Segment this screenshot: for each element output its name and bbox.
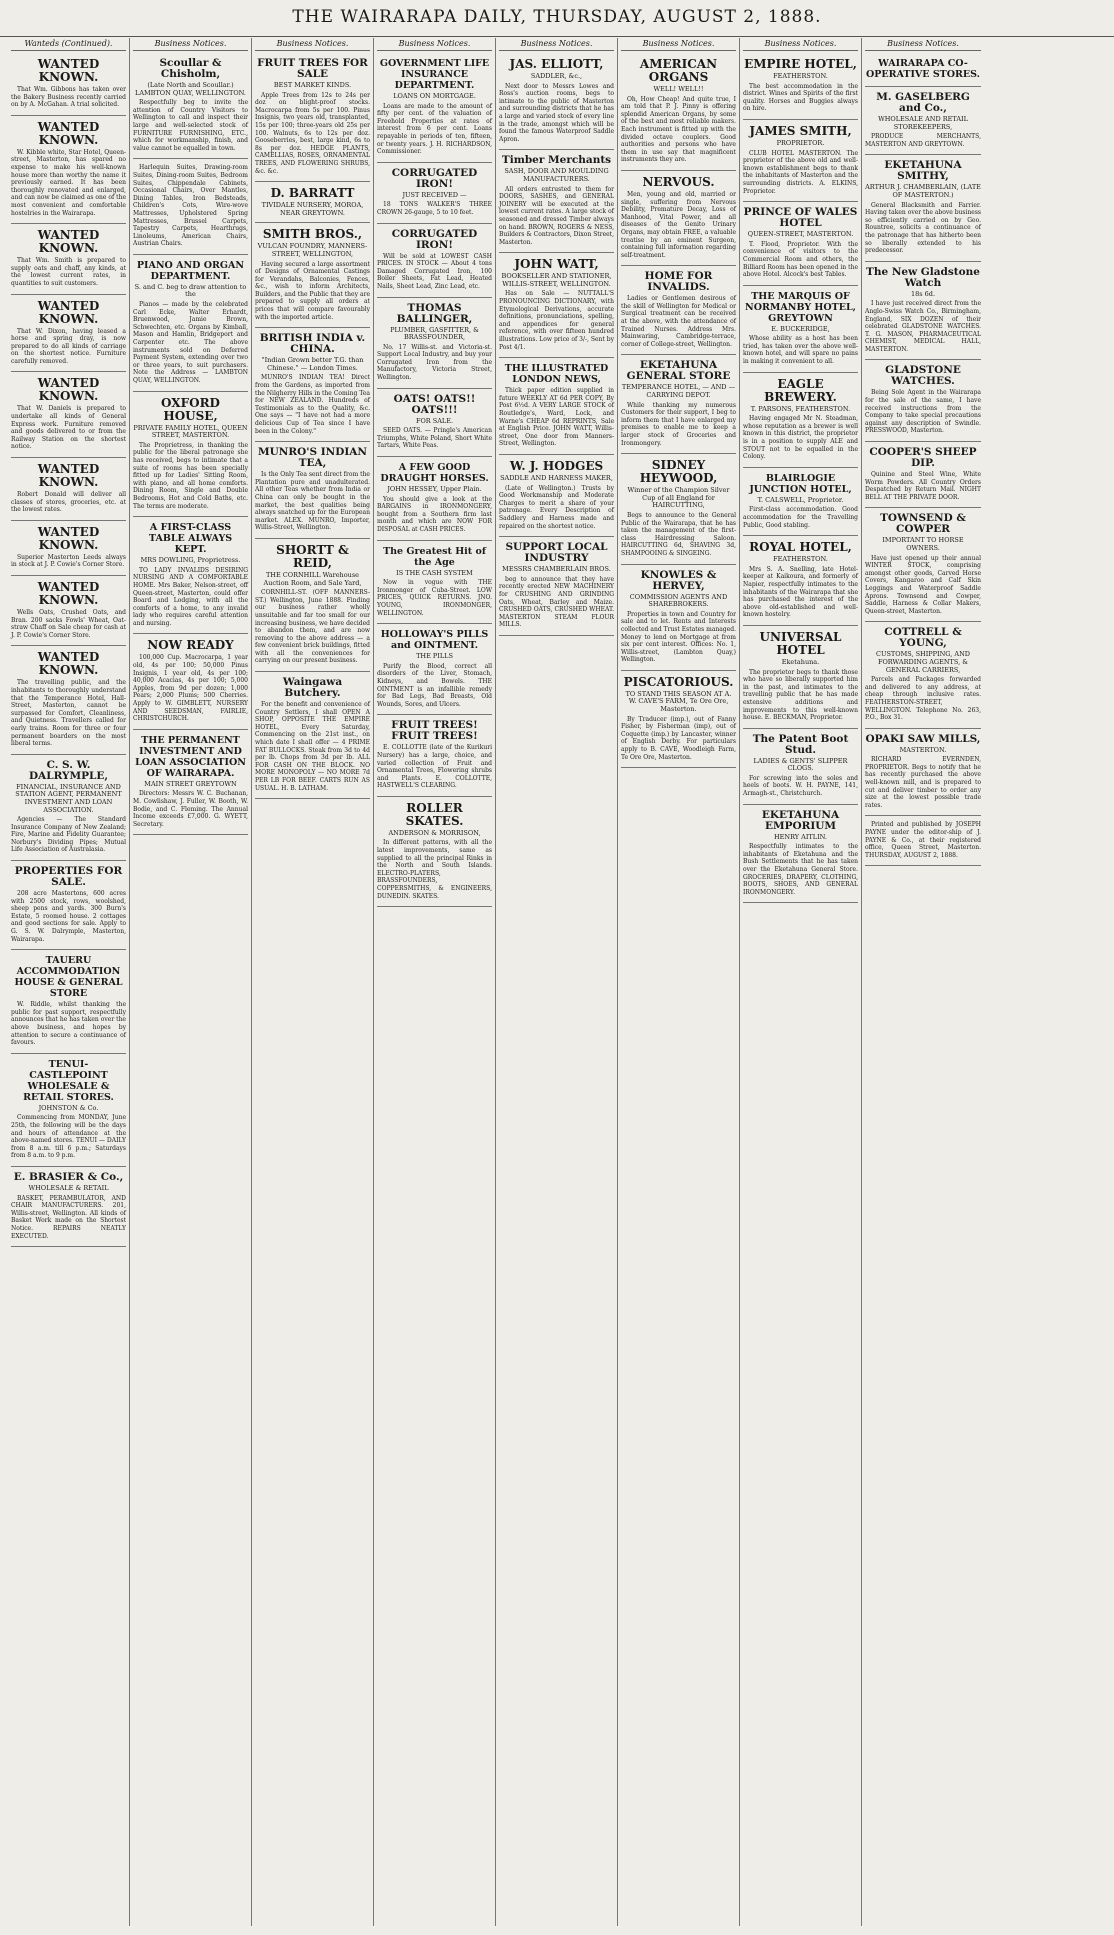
ad-body: Properties in town and Country for sale and to let. Rents and Interests collected and Trust Estates managed. Money to lend on Mortgage at from six per cent interest. Offices: No. 1, Willis-street, (Lambton Quay,) Wellington.: [621, 610, 736, 664]
ad-body: Now in vogue with THE Ironmonger of Cuba-Street. LOW PRICES, QUICK RETURNS. JNO. YOUNG, IRONMONGER, WELLINGTON.: [377, 579, 492, 617]
advertisement: [743, 373, 858, 468]
ad-body: Thick paper edition supplied in future WEEKLY AT 6d PER COPY, By Post 6½d. A VERY LARGE STOCK of Routledge's, Ward, Lock, and Warne's CHEAP 6d REPRINTS, Sale at English Price. JOHN WATT, Willis-street, One door from Manners-Street, Wellington.: [499, 387, 614, 448]
ad-subheading: FEATHERSTON.: [773, 555, 828, 564]
advertisement: [743, 626, 858, 729]
ad-body: RICHARD EVERNDEN, PROPRIETOR. Begs to notify that he has recently purchased the above well-known mill, and is prepared to cut and deliver timber to order any size at the lowest possible trade rates.: [865, 756, 981, 809]
ad-subheading: CUSTOMS, SHIPPING, AND FORWARDING AGENTS, & GENERAL CARRIERS,: [876, 650, 970, 674]
ad-body: Having engaged Mr N. Steadman, whose reputation as a brewer is well known in this district, the proprietor is in a position to supply ALE and STOUT not to be equalled in the Colony.: [743, 415, 858, 461]
ad-body: beg to announce that they have recently erected NEW MACHINERY for CRUSHING AND GRINDING Oats, Wheat, Barley and Maize. CRUSHED OATS, CRUSHED WHEAT. MASTERTON STEAM FLOUR MILLS.: [499, 575, 614, 629]
ad-subheading: BEST MARKET KINDS.: [273, 81, 352, 89]
advertisement: [255, 672, 370, 799]
ad-heading: D. BARRATT: [270, 186, 355, 201]
advertisement: [865, 53, 981, 87]
advertisement: [499, 150, 614, 253]
ad-body: For screwing into the soles and heels of boots. W. H. PAYNE, 141, Armagh-st., Christchurch.: [743, 774, 858, 798]
advertisement: [743, 536, 858, 626]
ad-body: Is the Only Tea sent direct from the Plantation pure and unadulterated. All other Teas whether from India or China can only be bought in the market, the best qualities being always snatched up for the European market. ALEX. MUNRO, Importer, Willis-Street, Wellington.: [255, 471, 370, 532]
ad-subheading: "Indian Grown better T.G. than Chinese." — London Times.: [261, 356, 364, 372]
advertisement: [255, 539, 370, 672]
masthead: THE WAIRARAPA DAILY, THURSDAY, AUGUST 2, 1888.: [0, 0, 1114, 37]
ad-heading: WANTED KNOWN.: [37, 228, 100, 256]
ad-heading: THE ILLUSTRATED LONDON NEWS,: [504, 363, 609, 386]
ad-subheading: THE PILLS: [416, 652, 453, 661]
ad-body: Purify the Blood, correct all disorders of the Liver, Stomach, Kidneys, and Bowels. THE OINTMENT is an infallible remedy for Bad Legs, Bad Breasts, Old Wounds, Sores, and Ulcers.: [377, 662, 492, 708]
column-4: [374, 38, 496, 1926]
ad-heading: WANTED KNOWN.: [37, 298, 100, 326]
column-5: [496, 38, 618, 1926]
advertisement: [377, 541, 492, 625]
ad-body: Will be sold at LOWEST CASH PRICES. IN STOCK — About 4 tons Damaged Corrugated Iron, 100 Boiler Sheets, Fat Lead, Heated Nails, Sheet Lead, Zinc Lead, etc.: [377, 252, 492, 290]
ad-heading: SHORTT & REID,: [276, 542, 349, 570]
ad-subheading: JOHN HESSEY, Upper Plain.: [387, 485, 482, 494]
advertisement: [11, 576, 126, 646]
ad-heading: COOPER'S SHEEP DIP.: [869, 446, 977, 470]
advertisement: [255, 182, 370, 223]
ad-body: PRODUCE MERCHANTS, MASTERTON AND GREYTOWN.: [865, 133, 981, 148]
advertisement: [11, 116, 126, 224]
ad-heading: C. S. W. DALRYMPLE,: [28, 758, 109, 782]
ad-body: Directors: Messrs W. C. Buchanan, M. Cowlishaw, J. Fuller, W. Booth, W. Bodie, and C. Fleming. The Annual Income exceeds £7,000. G. WYETT, Secretary.: [133, 790, 248, 828]
ad-body: CLUB HOTEL MASTERTON. The proprietor of the above old and well-known establishment begs to thank the inhabitants of Masterton and the surrounding districts. A. ELKINS, Proprietor.: [743, 149, 858, 195]
ad-subheading: MASTERTON.: [899, 745, 947, 754]
ad-subheading: VULCAN FOUNDRY, MANNERS-STREET, WELLINGTON,: [257, 242, 368, 258]
ad-heading: THE PERMANENT INVESTMENT AND LOAN ASSOCIATION OF WAIRARAPA.: [135, 734, 246, 779]
advertisement: [743, 202, 858, 286]
ad-subheading: Eketahuna.: [781, 657, 820, 666]
advertisement: [621, 53, 736, 171]
advertisement: [865, 622, 981, 728]
ad-heading: OATS! OATS!! OATS!!!: [393, 392, 476, 416]
column-2: [130, 38, 252, 1926]
ad-heading: COTTRELL & YOUNG,: [884, 626, 962, 650]
ad-heading: GLADSTONE WATCHES.: [885, 364, 961, 388]
advertisement: [743, 729, 858, 805]
ad-subheading: IS THE CASH SYSTEM: [396, 568, 473, 577]
advertisement: [11, 372, 126, 458]
ad-body: 18 TONS WALKER'S THREE CROWN 26-gauge, 5 to 10 feet.: [377, 201, 492, 216]
ad-body: Having secured a large assortment of Designs of Ornamental Castings for Verandahs, Balconies, Fences, &c., wish to inform Architects, Builders, and the Public that they are prepared to supply all orders at prices that will compare favourably with the imported article.: [255, 260, 370, 321]
advertisement: [133, 517, 248, 634]
ad-subheading: MESSRS CHAMBERLAIN BROS.: [502, 565, 611, 574]
ad-heading: KNOWLES & HERVEY,: [640, 568, 717, 592]
ad-heading: THE MARQUIS OF NORMANBY HOTEL, GREYTOWN: [745, 290, 856, 324]
advertisement: [743, 805, 858, 904]
ad-heading: EAGLE BREWERY.: [764, 376, 837, 404]
ad-heading: WAIRARAPA CO-OPERATIVE STORES.: [865, 58, 980, 80]
ad-body: Have just opened up their annual WINTER STOCK, comprising amongst other goods, Carved Horse Covers, Kangaroo and Calf Skin Leggings and Waterproof Saddle Aprons. Townsend and Cowper, Saddle, Harness & Collar Makers, Queen-street, Masterton.: [865, 554, 981, 615]
ad-subheading: ARTHUR J. CHAMBERLAIN, (LATE OF MASTERTON.): [865, 183, 981, 199]
ad-heading: TAUERU ACCOMMODATION HOUSE & GENERAL STORE: [14, 955, 123, 1000]
ad-heading: A FEW GOOD DRAUGHT HORSES.: [380, 462, 489, 485]
advertisement: [133, 634, 248, 729]
ad-heading: WANTED KNOWN.: [37, 650, 100, 678]
ad-heading: SMITH BROS.,: [262, 227, 363, 242]
ad-body: 100,000 Cup. Macrocarpa, 1 year old, 4s per 100; 50,000 Pinus Insignis, 1 year old, 4s per 100; 40,000 Acacias, 4s per 100; 5,000 Apples, from 9d per dozen; 1,000 Pears; 2,000 Plums; 500 Cherries. Apply to W. GIMBLETT, NURSERY AND SEEDSMAN, FAIRLIE, CHRISTCHURCH.: [133, 654, 248, 723]
advertisement: [133, 159, 248, 255]
ad-body: You should give a look at the BARGAINS in IRONMONGERY, bought from a Southern firm last month and which are NOW FOR DISPOSAL at CASH PRICES.: [377, 495, 492, 533]
ad-body: Whose ability as a host has been tried, has taken over the above well-known hotel, and will spare no pains in making it convenient to all.: [743, 335, 858, 366]
ad-body: The Proprietress, in thanking the public for the liberal patronage she has received, begs to intimate that a suite of rooms has been specially fitted up for Ladies' Sitting Room, with piano, and all home comforts. Dining Room, Single and Double Bedrooms, Hot and Cold Baths, etc. The terms are moderate.: [133, 441, 248, 510]
ad-heading: WANTED KNOWN.: [37, 580, 100, 607]
ad-heading: PRINCE OF WALES HOTEL: [743, 206, 858, 230]
ad-body: That W. Dixon, having leased a horse and spring dray, is now prepared to do all kinds of carriage on the shortest notice. Furniture carefully removed.: [11, 327, 126, 365]
advertisement: [499, 53, 614, 150]
ad-body: Oh, How Cheap! And quite true, I am told that P. J. Pinny is offering splendid American Organs, by some of the best and most reliable makers. Each instrument is fitted up with the divided octave couplers. Good authorities and persons who have them in use say that magnificent instruments they are.: [621, 95, 736, 164]
ad-heading: E. BRASIER & Co.,: [13, 1170, 124, 1183]
ad-body: Ladies or Gentlemen desirous of the skill of Wellington for Medical or Surgical treatment can be received at the above, with the attendance of Trained Nurses. Address Mrs. Mainwaring, Cambridge-terrace, corner of College-street, Wellington.: [621, 295, 736, 348]
ad-body: CORNHILL-ST. (OFF MANNERS-ST.) Wellington, June 1888. Finding our business rather wholly unsuitable and far too small for our increasing business, we have decided to abandon them, and are now removing to the above address — a few convenient brick buildings, fitted with all the conveniences for carrying on our present business.: [255, 589, 370, 665]
ad-body: Respectfully beg to invite the attention of Country Visitors to Wellington to call and inspect their large and well-selected stock of FURNITURE FURNISHING, ETC., which for workmanship, finish, and value cannot be equalled in town.: [133, 99, 248, 152]
ad-body: No. 17 Willis-st. and Victoria-st. Support Local Industry, and buy your Corrugated Iron from the Manufactory, Victoria Street, Wellington.: [377, 343, 492, 382]
ad-body: For the benefit and convenience of Country Settlers, I shall OPEN A SHOP, OPPOSITE THE EMPIRE HOTEL, Every Saturday, Commencing on the 21st inst., on which date I shall offer — 4 PRIME FAT BULLOCKS. Steak from 3d to 4d per lb. Chops from 3d per lb. ALL FOR CASH ON THE BLOCK. NO MORE MONOPOLY — NO MORE 7d PER LB FOR BEEF. CARTS RUN AS USUAL. H. B. LATHAM.: [255, 701, 370, 792]
ad-body: Superior Masterton Leeds always in stock at J. P. Cowie's Corner Store.: [11, 553, 126, 569]
ad-heading: Waingawa Butchery.: [282, 676, 343, 700]
ad-body: BASKET, PERAMBULATOR, AND CHAIR MANUFACTURERS. 201, Willis-street, Wellington. All kinds of Basket Work made on the Shortest Notice. REPAIRS NEATLY EXECUTED.: [11, 1194, 126, 1240]
ad-subheading: S. and C. beg to draw attention to the: [134, 282, 247, 299]
ad-body: T. Flood, Proprietor. With the convenience of visitors to the Commercial Room and others, the Billiard Room has been opened in the above Hotel. Alcock's best Tables.: [743, 240, 858, 279]
advertisement: [743, 120, 858, 202]
advertisement: [377, 624, 492, 715]
advertisement: [621, 355, 736, 454]
ad-subheading: WELL! WELL!!: [653, 85, 704, 93]
ad-body: Mrs S. A. Snelling, late Hotel-keeper at Kaikoura, and formerly of Napier, respectfully intimates to the inhabitants of the Wairarapa that she has purchased the interest of the above old-established and well-known hostelry.: [743, 565, 858, 619]
ad-heading: PIANO AND ORGAN DEPARTMENT.: [136, 259, 245, 282]
ad-heading: The Patent Boot Stud.: [752, 732, 849, 756]
ad-heading: Scoullar & Chisholm,: [159, 57, 222, 80]
ad-heading: PROPERTIES FOR SALE.: [14, 865, 123, 889]
advertisement: [377, 224, 492, 298]
ad-body: Robert Donald will deliver all classes of stores, groceries, etc. at the lowest rates.: [11, 491, 126, 514]
ad-body: I have just received direct from the Anglo-Swiss Watch Co., Birmingham, England, SIX DOZEN of their celebrated GLADSTONE WATCHES. T. G. MASON, PHARMACEUTICAL CHEMIST, MEDICAL HALL, MASTERTON.: [865, 300, 981, 353]
advertisement: [11, 646, 126, 754]
advertisement: [133, 730, 248, 836]
advertisement: [865, 262, 981, 361]
ad-heading: WANTED KNOWN.: [37, 524, 100, 552]
ad-subheading: JOHNSTON & Co.: [38, 1103, 99, 1112]
ad-subheading: IMPORTANT TO HORSE OWNERS.: [882, 536, 964, 552]
column-6: [618, 38, 740, 1926]
ad-body: W. Riddle, whilst thanking the public for past support, respectfully announces that he has taken over the above business, and hopes by attention to secure a continuance of favours.: [11, 1001, 126, 1047]
ad-heading: AMERICAN ORGANS: [639, 57, 718, 84]
ad-subheading: JUST RECEIVED —: [402, 190, 467, 199]
ad-subheading: SADDLE AND HARNESS MAKER,: [500, 473, 613, 482]
advertisement: [377, 457, 492, 541]
ad-heading: BRITISH INDIA v. CHINA.: [259, 332, 366, 356]
ad-body: The proprietor begs to thank those who have so liberally supported him in the past, and intimates to the travelling public that he has made extensive additions and improvements to this well-known house. E. BECKMAN, Proprietor.: [743, 668, 858, 722]
column-heading: Wanteds (Continued).: [11, 38, 126, 51]
ad-body: That W. Daniels is prepared to undertake all kinds of General Express work. Furniture removed and goods delivered to or from the Railway Station on the shortest notice.: [11, 405, 126, 451]
column-heading: Business Notices.: [621, 38, 736, 51]
column-7: [740, 38, 862, 1926]
ad-heading: EKETAHUNA SMITHY,: [884, 159, 962, 183]
advertisement: [11, 224, 126, 294]
ad-body: Printed and published by JOSEPH PAYNE under the editor-ship of J. PAYNE & Co., at their registered office, Queen Street, Masterton. THURSDAY, AUGUST 2, 1888.: [865, 821, 981, 859]
newspaper-page: [8, 38, 1106, 1926]
ad-heading: W. J. HODGES: [509, 458, 604, 473]
ad-heading: JAS. ELLIOTT,: [509, 57, 604, 71]
ad-heading: OXFORD HOUSE,: [161, 395, 220, 423]
advertisement: [11, 1167, 126, 1247]
advertisement: [133, 53, 248, 159]
advertisement: [255, 328, 370, 442]
advertisement: [377, 715, 492, 797]
ad-heading: WANTED KNOWN.: [37, 57, 100, 84]
ad-body: Harlequin Suites, Drawing-room Suites, Dining-room Suites, Bedroom Suites, Chippendale Cabinets, Occasional Chairs, Over Mantles, Dining Tables, Iron Bedsteads, Children's Cots, Wire-wove Mattresses, Upholstered Spring Mattresses, Brussel Carpets, Tapestry Carpets, Hearthrugs, Linoleums, American Chairs, Austrian Chairs.: [133, 164, 248, 248]
ad-subheading: Winner of the Champion Silver Cup of all England for HAIRCUTTING,: [627, 486, 730, 510]
ad-subheading: FEATHERSTON.: [773, 72, 828, 80]
ad-body: Commencing from MONDAY, June 25th, the following will be the days and hours of attendance at the above-named stores. TENUI — DAILY from 8 a.m. till 6 p.m.; Saturdays from 8 a.m. to 9 p.m.: [11, 1114, 126, 1160]
ad-subheading: T. CALSWELL, Proprietor.: [757, 495, 844, 504]
ad-subheading: PRIVATE FAMILY HOTEL, QUEEN STREET, MASTERTON.: [133, 423, 248, 440]
advertisement: [133, 392, 248, 518]
ad-body: Quinine and Steel Wine, White Worm Powders. All Country Orders Despatched by Return Mail. NIGHT BELL AT THE PRIVATE DOOR.: [865, 471, 981, 501]
ad-body: Loans are made to the amount of fifty per cent. of the valuation of Freehold Properties at rates of interest from 6 per cent. Loans repayable in periods of ten, fifteen, or twenty years. J. H. RICHARDSON, Commissioner.: [377, 102, 492, 156]
ad-subheading: WHOLESALE & RETAIL: [28, 1183, 109, 1192]
ad-body: Respectfully intimates to the inhabitants of Eketahuna and the Bush Settlements that he has taken over the Eketahuna General Store. GROCERIES, DRAPERY, CLOTHING, BOOTS, SHOES, AND GENERAL IRONMONGERY.: [743, 843, 858, 896]
ad-body: MUNRO'S INDIAN TEA! Direct from the Gardens, as imported from the Nilgherry Hills in the Coming Tea for NEW ZEALAND. Hundreds of Testimonials as to the Quality, &c. One says — "I have not had a more delicious Cup of Tea since I have been in the Colony.": [255, 374, 370, 435]
ad-body: All orders entrusted to them for DOORS, SASHES, and GENERAL JOINERY will be executed at the lowest current rates. A large stock of seasoned and dressed Timber always on hand. BROWN, ROGERS & NESS, Builders & Contractors, Dixon Street, Masterton.: [499, 185, 614, 246]
ad-body: SEED OATS. — Pringle's American Triumphs, White Poland, Short White Tartars, White Peas.: [377, 427, 492, 450]
advertisement: [621, 171, 736, 266]
ad-body: Being Sole Agent in the Wairarapa for the sale of the same, I have received instructions from the Company to take special precautions against any description of Swindle. PRESSWOOD, Masterton.: [865, 389, 981, 435]
ad-body: The travelling public, and the inhabitants to thoroughly understand that the Temperance Hotel, Hall-Street, Masterton, cannot be surpassed for Comfort, Cleanliness, and Quietness. Travellers called for early trains. Room for three or four permanent boarders on the most liberal terms.: [11, 679, 126, 748]
ad-heading: M. GASELBERG and Co.,: [876, 91, 970, 114]
ad-body: Parcels and Packages forwarded and delivered to any address, at cheap through inclusive rates. FEATHERSTON-STREET, WELLINGTON. Telephone No. 263, P.O., Box 31.: [865, 676, 981, 722]
ad-body: TO LADY INVALIDS DESIRING NURSING AND A COMFORTABLE HOME. Mrs Baker, Nelson-street, off Queen-street, Masterton, could offer Board and Lodging, with all the comforts of a home, to any invalid lady who requires careful attention and nursing.: [133, 566, 248, 627]
ad-heading: The New Gladstone Watch: [866, 265, 980, 289]
ad-body: In different patterns, with all the latest improvements, same as supplied to all the principal Rinks in the North and South Islands. ELECTRO-PLATERS, BRASSFOUNDERS, COPPERSMITHS, & ENGINEERS, DUNEDIN. SKATES.: [377, 839, 492, 900]
ad-subheading: THE CORNHILL Warehouse Auction Room, and Sale Yard,: [263, 570, 362, 587]
ad-heading: BLAIRLOGIE JUNCTION HOTEL,: [749, 472, 852, 495]
ad-subheading: 18s 6d.: [910, 289, 936, 298]
ad-heading: The Greatest Hit of the Age: [383, 545, 486, 568]
advertisement: [377, 389, 492, 457]
ad-subheading: TIVIDALE NURSERY, MOROA, NEAR GREYTOWN.: [261, 201, 364, 217]
column-heading: Business Notices.: [133, 38, 248, 51]
advertisement: [11, 295, 126, 373]
advertisement: [865, 155, 981, 261]
ad-heading: FRUIT TREES! FRUIT TREES!: [391, 719, 478, 743]
ad-heading: HOLLOWAY'S PILLS and OINTMENT.: [380, 629, 489, 652]
ad-subheading: TEMPERANCE HOTEL, — AND — CARRYING DEPOT.: [621, 383, 736, 400]
ad-subheading: T. PARSONS, FEATHERSTON.: [750, 404, 851, 413]
ad-heading: TENUI-CASTLEPOINT WHOLESALE & RETAIL STORES.: [23, 1058, 114, 1103]
advertisement: [11, 1054, 126, 1167]
ad-subheading: PROPRIETOR.: [776, 138, 825, 147]
ad-heading: NERVOUS.: [642, 174, 715, 189]
advertisement: [377, 298, 492, 389]
advertisement: [865, 816, 981, 866]
ad-body: General Blacksmith and Farrier. Having taken over the above business so efficiently carried on by Geo. Rountree, solicits a continuance of the patronage that has hitherto been so liberally extended to his predecessor.: [865, 201, 981, 255]
ad-subheading: LADIES & GENTS' SLIPPER CLOGS.: [753, 756, 848, 773]
column-3: [252, 38, 374, 1926]
advertisement: [499, 253, 614, 358]
advertisement: [743, 468, 858, 536]
advertisement: [621, 266, 736, 355]
ad-body: First-class accommodation. Good accommodation for the Travelling Public, Good stabling.: [743, 506, 858, 529]
advertisement: [11, 755, 126, 861]
ad-subheading: COMMISSION AGENTS AND SHAREBROKERS.: [629, 592, 728, 609]
ad-heading: PISCATORIOUS.: [623, 674, 734, 689]
advertisement: [621, 454, 736, 564]
ad-heading: EKETAHUNA GENERAL STORE: [626, 359, 731, 383]
ad-heading: JAMES SMITH,: [749, 123, 852, 138]
advertisement: [11, 950, 126, 1054]
ad-subheading: ANDERSON & MORRISON,: [388, 828, 481, 837]
ad-heading: HOME FOR INVALIDS.: [644, 270, 713, 294]
column-heading: Business Notices.: [743, 38, 858, 51]
ad-body: E. COLLOTTE (late of the Kurikuri Nursery) has a large, choice, and varied collection of Fruit and Ornamental Trees, Flowering shrubs and Plants. E. COLLOTTE, HASTWELL'S CLEARING.: [377, 744, 492, 790]
ad-body: That Wm. Smith is prepared to supply oats and chaff, any kinds, at the lowest current rates, in quantities to suit customers.: [11, 257, 126, 287]
ad-heading: OPAKI SAW MILLS,: [865, 732, 981, 745]
ad-subheading: E. BUCKERIDGE,: [771, 324, 830, 333]
ad-heading: ROLLER SKATES.: [405, 800, 464, 828]
ad-body: Men, young and old, married or single, suffering from Nervous Debility, Premature Decay, Loss of Manhood, Vital Power, and all diseases of the Genito Urinary Organs, may obtain FREE, a valuable treatise by an eminent Surgeon, containing full information regarding self-treatment.: [621, 190, 736, 259]
ad-body: Wells Oats, Crushed Oats, and Bran. 200 sacks Fowls' Wheat, Oat-straw Chaff on Sale cheap for cash at J. P. Cowie's Corner Store.: [11, 609, 126, 639]
ad-heading: THOMAS BALLINGER,: [396, 301, 473, 325]
advertisement: [621, 565, 736, 671]
ad-heading: CORRUGATED IRON!: [391, 166, 478, 190]
ad-heading: TOWNSEND & COWPER: [880, 512, 966, 536]
ad-subheading: PLUMBER, GASFITTER, & BRASSFOUNDER,: [390, 325, 479, 342]
ad-heading: WANTED KNOWN.: [37, 119, 100, 147]
ad-body: Next door to Messrs Lowes and Ross's auction rooms, begs to intimate to the public of Masterton and surrounding districts that he has a large and varied stock of every line in the trade, amongst which will be found the famous Waterproof Saddle Apron.: [499, 82, 614, 143]
ad-body: The best accommodation in the district. Wines and Spirits of the first quality. Horses and Buggies always on hire.: [743, 82, 858, 113]
ad-subheading: BOOKSELLER AND STATIONER, WILLIS-STREET, WELLINGTON.: [501, 272, 612, 288]
advertisement: [255, 223, 370, 328]
advertisement: [743, 53, 858, 120]
ad-heading: WANTED KNOWN.: [37, 462, 100, 490]
ad-body: Agencies — The Standard Insurance Company of New Zealand; Fire, Marine and Fidelity Guarantee; Norbury's Dividing Pipes; Mutual Life Association of Australasia.: [11, 816, 126, 854]
ad-body: Has on Sale — NUTTALL'S PRONOUNCING DICTIONARY, with Etymological Derivations, accurate definitions, pronunciations, spelling, and appendices for general reference, with over fifteen hundred illustrations. Low price of 3/-, Sent by Post 4/1.: [499, 290, 614, 351]
column-heading: Business Notices.: [865, 38, 981, 51]
ad-subheading: WHOLESALE AND RETAIL STOREKEEPERS,: [878, 115, 968, 131]
advertisement: [377, 53, 492, 163]
ad-subheading: HENRY AITLIN.: [774, 832, 827, 841]
ad-subheading: SASH, DOOR AND MOULDING MANUFACTURERS.: [504, 167, 609, 183]
advertisement: [499, 358, 614, 455]
advertisement: [865, 87, 981, 155]
ad-heading: EKETAHUNA EMPORIUM: [761, 808, 840, 832]
ad-subheading: QUEEN-STREET, MASTERTON.: [747, 230, 854, 239]
ad-body: Pianos — made by the celebrated Carl Ecke, Walter Erhardt, Bruenwood, Jamie Brown, Schwechten, etc. Organs by Kimball, Mason and Hamlin, Bridgeport and Carpenter etc. The above instruments sold on Deferred Payment System, extending over two or three years, to suit purchasers. Note the Address — LAMBTON QUAY, WELLINGTON.: [133, 301, 248, 384]
ad-subheading: LOANS ON MORTGAGE.: [393, 92, 476, 100]
ad-subheading: FINANCIAL, INSURANCE AND STATION AGENT, PERMANENT INVESTMENT AND LOAN ASSOCIATION.: [15, 782, 122, 814]
column-1: [8, 38, 130, 1926]
ad-heading: WANTED KNOWN.: [37, 376, 100, 404]
ad-body: By Traducer (imp.), out of Fanny Fisher, by Fisherman (imp), out of Coquette (imp.) by Lancaster, winner of English Derby. For particulars apply to B. CAVE, Woodleigh Farm, Te Ore Ore, Masterton.: [621, 715, 736, 761]
ad-heading: FRUIT TREES FOR SALE: [257, 57, 368, 80]
advertisement: [499, 537, 614, 636]
ad-heading: A FIRST-CLASS TABLE ALWAYS KEPT.: [148, 522, 233, 556]
ad-body: Begs to announce to the General Public of the Wairarapa, that he has taken the management of the first-class Hairdressing Saloon. HAIRCUTTING 6d, SHAVING 3d, SHAMPOOING & SINGEING.: [621, 511, 736, 557]
advertisement: [11, 521, 126, 576]
ad-subheading: TO STAND THIS SEASON AT A. W. CAVE'S FARM, Te Ore Ore, Masterton.: [625, 689, 732, 714]
ad-heading: ROYAL HOTEL,: [749, 540, 852, 555]
advertisement: [865, 729, 981, 817]
ad-body: 208 acre Mastertons, 600 acres with 2500 stock, rows, woolshed, sheep pens and yards. 300 Burn's Estate, 5 roomed house. 2 cottages and good sections for sale. Apply to G. S. W. Dalrymple, Masterton, Wairarapa.: [11, 890, 126, 943]
ad-heading: CORRUGATED IRON!: [391, 227, 478, 251]
advertisement: [255, 442, 370, 539]
ad-heading: UNIVERSAL HOTEL: [759, 629, 842, 657]
advertisement: [11, 861, 126, 950]
ad-body: (Late of Wellington.) Trusts by Good Workmanship and Moderate Charges to merit a share of your patronage. Every Description of Saddlery and Harness made and repaired on the shortest notice.: [499, 484, 614, 530]
ad-heading: SUPPORT LOCAL INDUSTRY: [505, 541, 608, 565]
column-8: [862, 38, 984, 1926]
ad-body: That Wm. Gibbons has taken over the Bakery Business recently carried on by A. McGahan. A trial solicited.: [11, 86, 126, 109]
column-heading: Business Notices.: [377, 38, 492, 51]
advertisement: [621, 671, 736, 768]
advertisement: [11, 458, 126, 521]
advertisement: [865, 360, 981, 442]
ad-subheading: (Late North and Scoullar.) LAMBTON QUAY, WELLINGTON.: [135, 81, 246, 97]
ad-heading: Timber Merchants: [501, 154, 612, 167]
ad-body: W. Kibble white, Star Hotel, Queen-street, Masterton, has spared no expense to make his well-known house more than worthy the name it previously earned. It has been thoroughly renovated and enlarged, and can now be claimed as one of the most convenient and comfortable hostelries in the Wairarapa.: [11, 148, 126, 217]
advertisement: [865, 442, 981, 508]
ad-heading: GOVERNMENT LIFE INSURANCE DEPARTMENT.: [379, 58, 490, 91]
ad-heading: JOHN WATT,: [514, 257, 599, 272]
ad-subheading: MRS DOWLING, Proprietress.: [140, 556, 241, 565]
ad-subheading: SADDLER, &c.,: [530, 72, 583, 80]
ad-heading: SIDNEY HEYWOOD,: [639, 458, 718, 486]
advertisement: [255, 53, 370, 182]
ad-heading: NOW READY: [147, 638, 234, 653]
ad-subheading: MAIN STREET GREYTOWN: [144, 779, 237, 788]
advertisement: [743, 286, 858, 373]
ad-heading: EMPIRE HOTEL,: [744, 57, 857, 71]
ad-subheading: FOR SALE.: [415, 416, 454, 425]
column-heading: Business Notices.: [255, 38, 370, 51]
advertisement: [499, 455, 614, 537]
advertisement: [133, 255, 248, 392]
ad-heading: MUNRO'S INDIAN TEA,: [258, 446, 367, 470]
advertisement: [377, 163, 492, 224]
advertisement: [377, 797, 492, 907]
advertisement: [865, 508, 981, 622]
ad-body: While thanking my numerous Customers for their support, I beg to inform them that I have enlarged my premises to enable me to keep a larger stock of Groceries and Ironmongery.: [621, 401, 736, 447]
ad-body: Apple Trees from 12s to 24s per doz on blight-proof stocks. Macrocarpa from 5s per 100. Pinus Insignis, two years old, transplanted, 15s per 100; three-years old 25s per 100. Walnuts, 6s to 12s per doz. Gooseberries, best, large kind, 6s to 8s per doz. HEDGE PLANTS, CAMELLIAS, ROSES, ORNAMENTAL TREES, AND FLOWERING SHRUBS, &c. &c.: [255, 91, 370, 175]
column-heading: Business Notices.: [499, 38, 614, 51]
advertisement: [11, 53, 126, 116]
